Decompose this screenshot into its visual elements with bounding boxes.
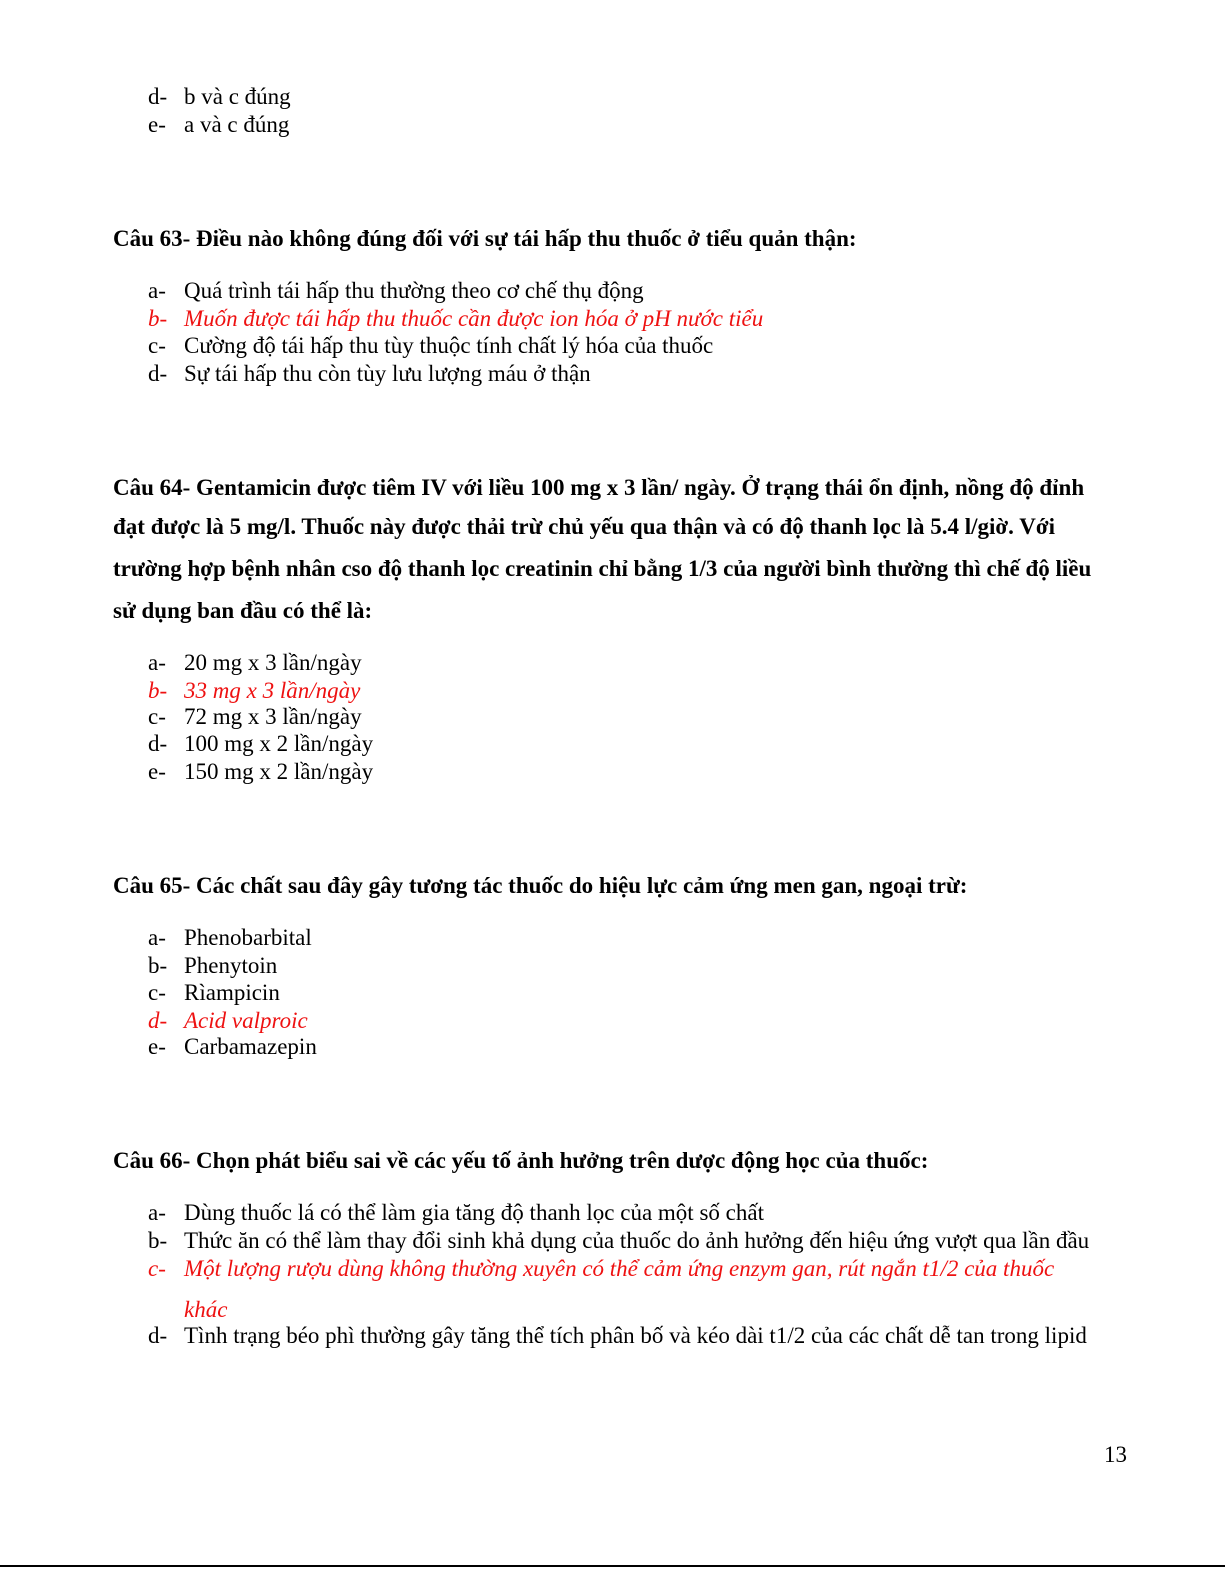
- q63-option-b-correct: b- Muốn được tái hấp thu thuốc cần được ion hóa ở pH nước tiểu: [148, 306, 764, 331]
- q64-option-c: c- 72 mg x 3 lần/ngày: [148, 704, 362, 729]
- q63-option-a: a- Quá trình tái hấp thu thường theo cơ chế thụ động: [148, 278, 644, 303]
- q64-option-d: d- 100 mg x 2 lần/ngày: [148, 731, 374, 756]
- q65-option-a: a- Phenobarbital: [148, 925, 312, 950]
- question-65-title: Câu 65- Các chất sau đây gây tương tác thuốc do hiệu lực cảm ứng men gan, ngoại trừ:: [113, 873, 968, 898]
- question-64-line-4: sử dụng ban đầu có thể là:: [113, 598, 373, 623]
- question-66-title: Câu 66- Chọn phát biểu sai về các yếu tố ảnh hưởng trên dược động học của thuốc:: [113, 1148, 929, 1173]
- q65-option-e: e- Carbamazepin: [148, 1034, 317, 1059]
- q66-option-c-continuation: khác: [184, 1297, 228, 1322]
- q64-option-e: e- 150 mg x 2 lần/ngày: [148, 759, 374, 784]
- q66-option-d: d- Tình trạng béo phì thường gây tăng thể tích phân bố và kéo dài t1/2 của các chất dễ tan trong lipid: [148, 1323, 1087, 1348]
- page-bottom-border: [0, 1565, 1225, 1567]
- question-63-title: Câu 63- Điều nào không đúng đối với sự tái hấp thu thuốc ở tiểu quản thận:: [113, 226, 857, 251]
- q65-option-b: b- Phenytoin: [148, 953, 278, 978]
- prev-option-d: d- b và c đúng: [148, 84, 291, 109]
- q64-option-a: a- 20 mg x 3 lần/ngày: [148, 650, 362, 675]
- question-64-line-2: đạt được là 5 mg/l. Thuốc này được thải trừ chủ yếu qua thận và có độ thanh lọc là 5.4 l/giờ. Với: [113, 514, 1055, 539]
- q64-option-b-correct: b- 33 mg x 3 lần/ngày: [148, 678, 361, 703]
- question-64-line-1: Câu 64- Gentamicin được tiêm IV với liều 100 mg x 3 lần/ ngày. Ở trạng thái ổn định, nồng độ đỉnh: [113, 475, 1085, 500]
- q66-option-c-correct: c- Một lượng rượu dùng không thường xuyên có thể cảm ứng enzym gan, rút ngắn t1/2 của thuốc: [148, 1256, 1055, 1281]
- q66-option-b: b- Thức ăn có thể làm thay đổi sinh khả dụng của thuốc do ảnh hưởng đến hiệu ứng vượt qua lần đầu: [148, 1228, 1090, 1253]
- question-64-line-3: trường hợp bệnh nhân cso độ thanh lọc creatinin chỉ bằng 1/3 của người bình thường thì chế độ liều: [113, 556, 1092, 581]
- q65-option-d-correct: d- Acid valproic: [148, 1008, 308, 1033]
- q65-option-c: c- Rìampicin: [148, 980, 280, 1005]
- page-number: 13: [1104, 1442, 1127, 1467]
- q63-option-d: d- Sự tái hấp thu còn tùy lưu lượng máu ở thận: [148, 361, 591, 386]
- q66-option-a: a- Dùng thuốc lá có thể làm gia tăng độ thanh lọc của một số chất: [148, 1200, 764, 1225]
- q63-option-c: c- Cường độ tái hấp thu tùy thuộc tính chất lý hóa của thuốc: [148, 333, 714, 358]
- prev-option-e: e- a và c đúng: [148, 112, 290, 137]
